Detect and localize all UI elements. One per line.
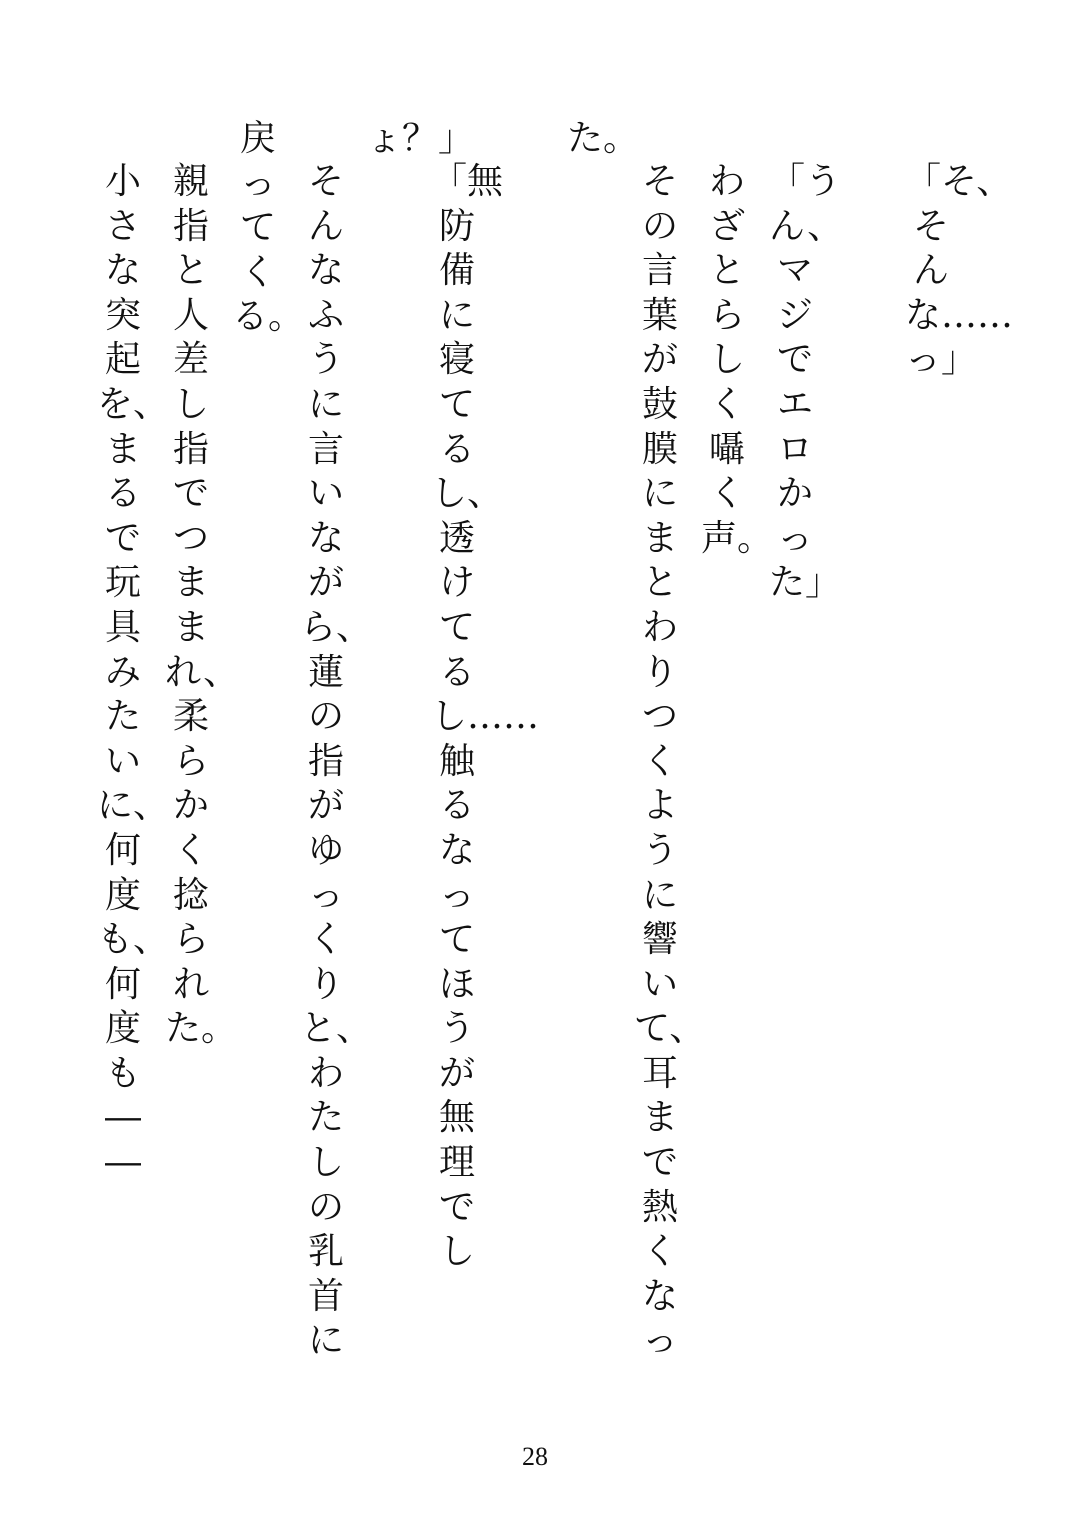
text-column-11: 小さな突起を、まるで玩具みたいに、何度も、何度も―― bbox=[97, 161, 170, 1184]
text-column-4: その言葉が鼓膜にまとわりつくように響いて、耳まで熱くなっ bbox=[634, 161, 706, 1362]
page-number: 28 bbox=[522, 1442, 548, 1471]
text-column-2: 「うん、マジでエロかった」 bbox=[769, 161, 844, 604]
text-column-6: 「無防備に寝てるし、透けてるし……触るなってほうが無理でし bbox=[431, 161, 540, 1273]
text-column-8: そんなふうに言いながら、蓮の指がゆっくりと、わたしの乳首に bbox=[300, 161, 373, 1362]
text-column-3: わざとらしく囁く声。 bbox=[701, 161, 774, 559]
text-column-5: た。 bbox=[567, 118, 640, 159]
text-column-9: 戻ってくる。 bbox=[232, 118, 305, 338]
text-column-7: ょ？」 bbox=[366, 118, 475, 159]
text-column-1: 「そ、そんな……っ」 bbox=[905, 161, 1014, 381]
text-column-10: 親指と人差し指でつままれ、柔らかく捻られた。 bbox=[165, 161, 240, 1050]
